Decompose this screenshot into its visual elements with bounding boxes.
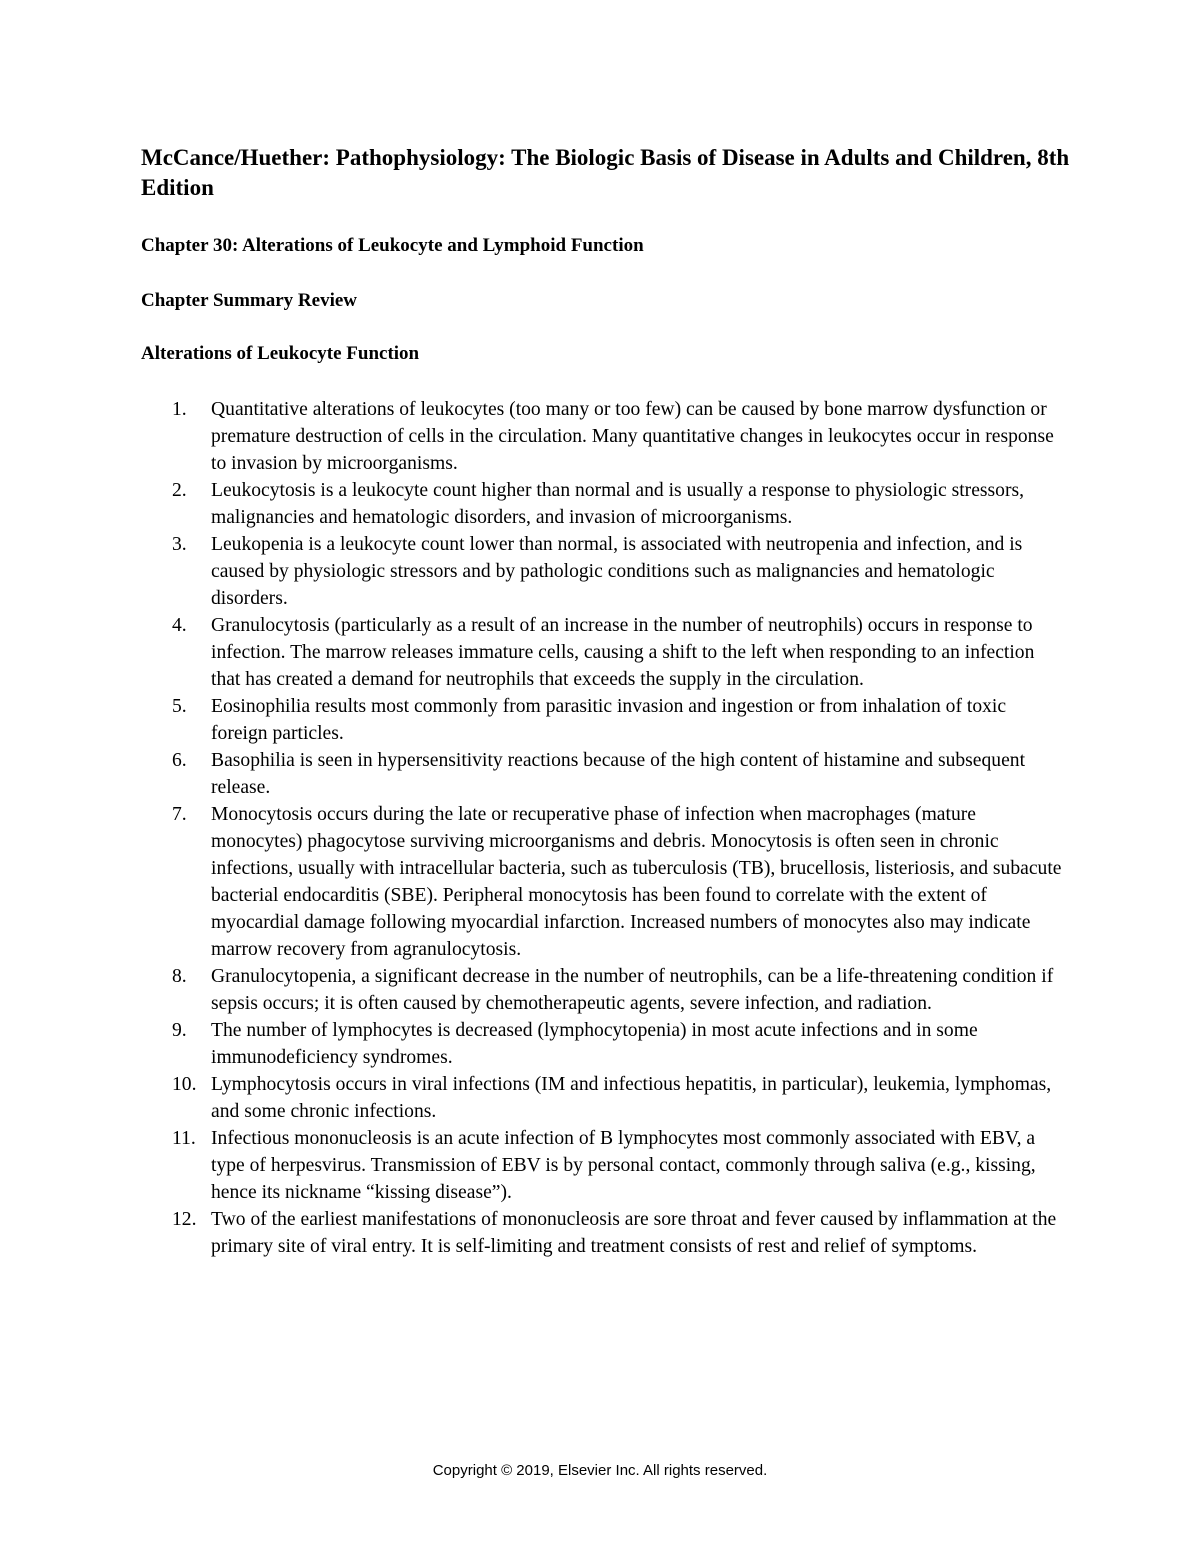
item-number: 7.: [172, 804, 187, 825]
item-number: 6.: [172, 750, 187, 771]
item-text: Leukocytosis is a leukocyte count higher than normal and is usually a response to physiologic stressors, malignancies and hematologic disorders, and invasion of microorganisms.: [211, 480, 1024, 528]
item-number: 5.: [172, 696, 187, 717]
list-item: [141, 396, 1066, 477]
item-text: Granulocytopenia, a significant decrease in the number of neutrophils, can be a life-threatening condition if sepsis occurs; it is often caused by chemotherapeutic agents, severe infection, and radiation.: [211, 966, 1054, 1014]
item-text: Basophilia is seen in hypersensitivity reactions because of the high content of histamine and subsequent release.: [211, 750, 1026, 798]
list-item: [141, 1071, 1066, 1125]
item-text: Monocytosis occurs during the late or recuperative phase of infection when macrophages (mature monocytes) phagocytose surviving microorganisms and debris. Monocytosis is often seen in chronic infections, usually with intracellular bacteria, such as tuberculosis (TB), brucellosis, listeriosis, and subacute bacterial endocarditis (SBE). Peripheral monocytosis has been found to correlate with the extent of myocardial damage following myocardial infarction. Increased numbers of monocytes also may indicate marrow recovery from agranulocytosis.: [211, 804, 1062, 960]
item-number: 3.: [172, 534, 187, 555]
summary-heading: Chapter Summary Review: [141, 290, 358, 311]
item-number: 11.: [172, 1128, 196, 1149]
list-item: [141, 477, 1066, 531]
book-title: McCance/Huether: Pathophysiology: The Biologic Basis of Disease in Adults and Children, 8th Edition: [141, 145, 1070, 200]
list-item: [141, 1206, 1066, 1260]
section-heading: Alterations of Leukocyte Function: [141, 343, 420, 364]
chapter-title: Chapter 30: Alterations of Leukocyte and Lymphoid Function: [141, 235, 644, 256]
list-item: [141, 531, 1066, 612]
list-item: [141, 693, 1066, 747]
list-item: [141, 1017, 1066, 1071]
item-text: Quantitative alterations of leukocytes (too many or too few) can be caused by bone marrow dysfunction or premature destruction of cells in the circulation. Many quantitative changes in leukocytes occur in response to invasion by microorganisms.: [211, 399, 1054, 474]
item-number: 10.: [172, 1074, 197, 1095]
item-text: Two of the earliest manifestations of mononucleosis are sore throat and fever caused by inflammation at the primary site of viral entry. It is self-limiting and treatment consists of rest and relief of symptoms.: [211, 1209, 1057, 1257]
item-text: Eosinophilia results most commonly from parasitic invasion and ingestion or from inhalation of toxic foreign particles.: [211, 696, 1007, 744]
item-text: Leukopenia is a leukocyte count lower than normal, is associated with neutropenia and infection, and is caused by physiologic stressors and by pathologic conditions such as malignancies and hematologic disorders.: [211, 534, 1023, 609]
item-number: 9.: [172, 1020, 187, 1041]
list-item: [141, 963, 1066, 1017]
item-text: The number of lymphocytes is decreased (lymphocytopenia) in most acute infections and in some immunodeficiency syndromes.: [211, 1020, 978, 1068]
list-item: [141, 747, 1066, 801]
item-number: 4.: [172, 615, 187, 636]
item-number: 8.: [172, 966, 187, 987]
item-text: Granulocytosis (particularly as a result of an increase in the number of neutrophils) occurs in response to infection. The marrow releases immature cells, causing a shift to the left when responding to an infection that has created a demand for neutrophils that exceeds the supply in the circulation.: [211, 615, 1035, 690]
copyright-footer: Copyright © 2019, Elsevier Inc. All rights reserved.: [432, 1462, 768, 1479]
item-number: 12.: [172, 1209, 197, 1230]
item-text: Infectious mononucleosis is an acute infection of B lymphocytes most commonly associated with EBV, a type of herpesvirus. Transmission of EBV is by personal contact, commonly through saliva (e.g., kissing, hence its nickname “kissing disease”).: [211, 1128, 1036, 1203]
item-number: 2.: [172, 480, 187, 501]
list-item: [141, 801, 1066, 963]
list-item: [141, 1125, 1066, 1206]
item-text: Lymphocytosis occurs in viral infections (IM and infectious hepatitis, in particular), leukemia, lymphomas, and some chronic infections.: [211, 1074, 1052, 1122]
summary-list: [141, 396, 1066, 1260]
item-number: 1.: [172, 399, 187, 420]
list-item: [141, 612, 1066, 693]
